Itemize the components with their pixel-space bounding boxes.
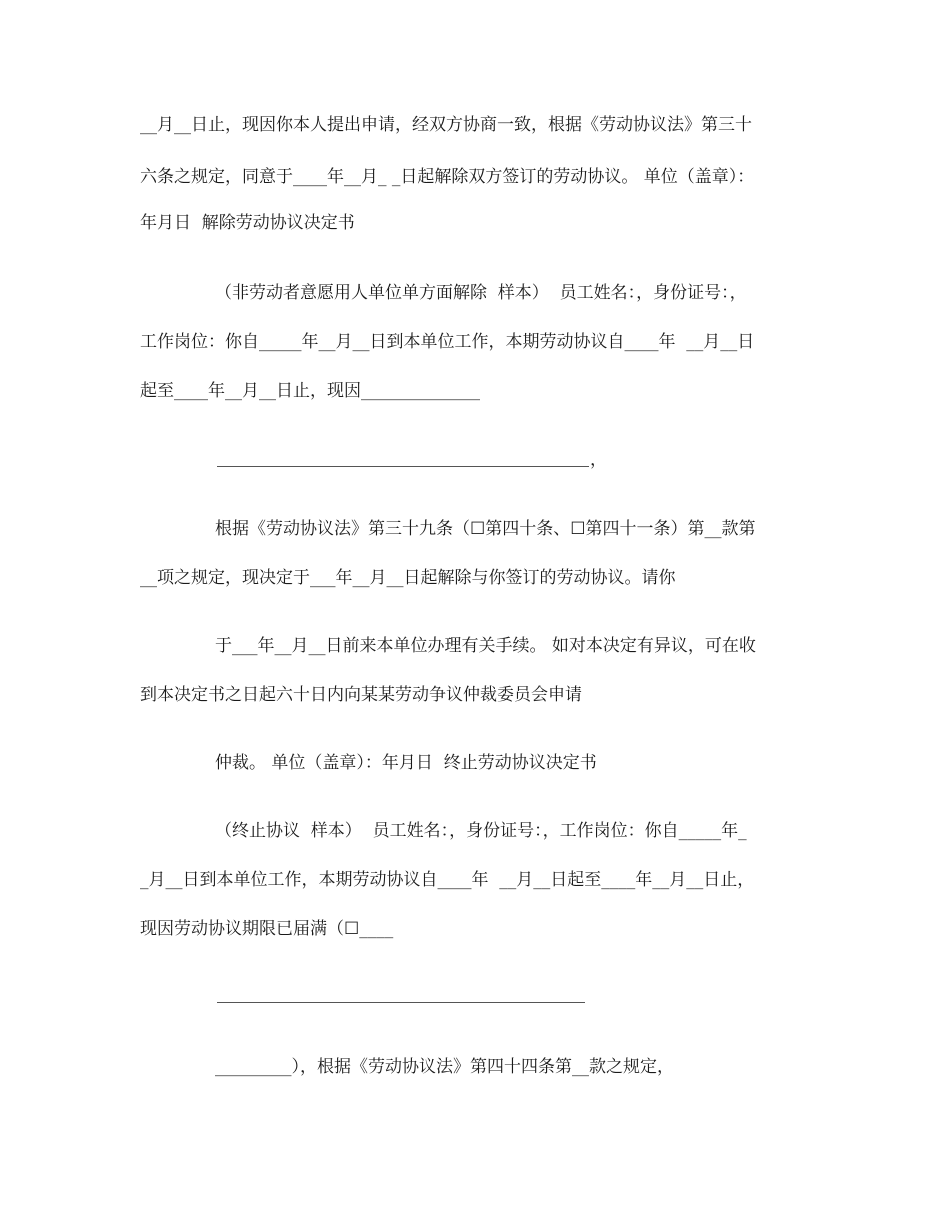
paragraph-line: （终止协议 样本） 员工姓名：，身份证号：，工作岗位：你自_____年_ <box>215 821 747 841</box>
paragraph-line: __月__日止，现因你本人提出申请，经双方协商一致，根据《劳动协议法》第三十 <box>140 115 752 135</box>
paragraph-line: （非劳动者意愿用人单位单方面解除 样本） 员工姓名：，身份证号：， <box>215 283 747 303</box>
paragraph-line: _月__日到本单位工作，本期劳动协议自____年 __月__日起至____年__月__日止， <box>140 870 755 890</box>
paragraph-line: 工作岗位：你自_____年__月__日到本单位工作，本期劳动协议自____年 __月__日 <box>140 332 755 352</box>
blank-fill-line <box>217 1002 585 1003</box>
paragraph-line: 六条之规定，同意于____年__月_ _日起解除双方签订的劳动协议。 单位（盖章）： <box>140 167 755 187</box>
paragraph-line: ， <box>590 450 607 470</box>
paragraph-line: 于___年__月__日前来本单位办理有关手续。 如对本决定有异议，可在收 <box>215 636 756 656</box>
paragraph-line: _________），根据《劳动协议法》第四十四条第__款之规定， <box>215 1057 674 1077</box>
paragraph-line: 起至____年__月__日止，现因______________ <box>140 381 480 401</box>
paragraph-line: 根据《劳动协议法》第三十九条（☐第四十条、☐第四十一条）第__款第 <box>215 519 756 539</box>
paragraph-line: 年月日 解除劳动协议决定书 <box>140 213 355 233</box>
blank-fill-line <box>217 466 589 467</box>
paragraph-line: 仲裁。 单位（盖章）：年月日 终止劳动协议决定书 <box>215 753 597 773</box>
paragraph-line: __项之规定，现决定于___年__月__日起解除与你签订的劳动协议。请你 <box>140 568 676 588</box>
paragraph-line: 现因劳动协议期限已届满（☐____ <box>140 919 394 939</box>
paragraph-line: 到本决定书之日起六十日内向某某劳动争议仲裁委员会申请 <box>140 685 582 705</box>
